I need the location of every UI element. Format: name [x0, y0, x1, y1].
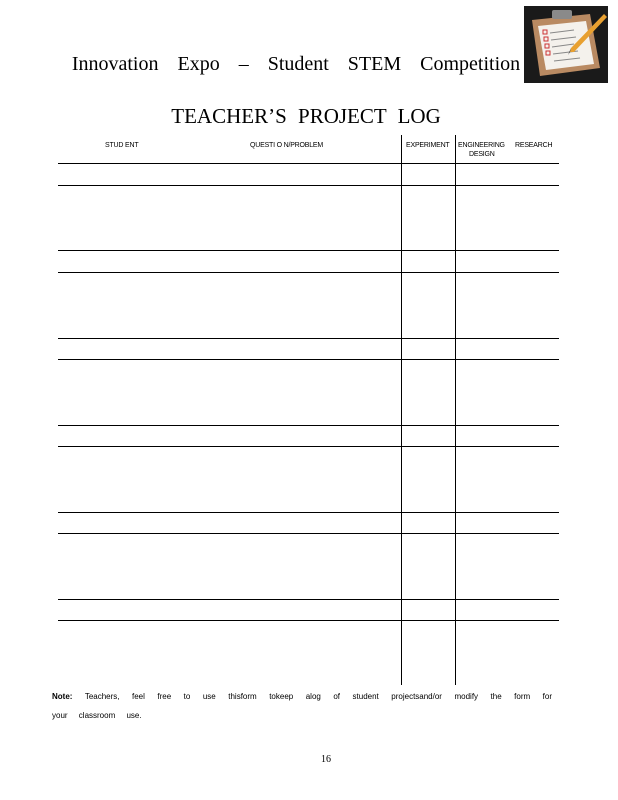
note-label: Note:: [52, 692, 73, 701]
column-header-student: STUD ENT: [105, 142, 139, 149]
table-column-divider: [401, 135, 402, 685]
table-row-line: [58, 620, 559, 621]
table-row-line: [58, 425, 559, 426]
header-title: Innovation Expo – Student STEM Competition: [71, 53, 521, 75]
clipboard-pencil-icon: [524, 6, 608, 83]
log-title: TEACHER’S PROJECT LOG: [171, 104, 441, 128]
table-row-line: [58, 163, 559, 164]
table-row-line: [58, 250, 559, 251]
footer-note: [52, 687, 552, 725]
column-header-question: QUESTI O N/PROBLEM: [250, 142, 324, 149]
table-row-line: [58, 533, 559, 534]
table-row-line: [58, 512, 559, 513]
table-row-line: [58, 599, 559, 600]
column-header-design: DESIGN: [469, 151, 495, 158]
column-header-experiment: EXPERIMENT: [406, 142, 450, 149]
table-row-line: [58, 272, 559, 273]
table-column-divider: [455, 135, 456, 685]
table-row-line: [58, 446, 559, 447]
page-number: 16: [321, 754, 331, 765]
table-row-line: [58, 185, 559, 186]
table-row-line: [58, 359, 559, 360]
column-header-engineering: ENGINEERING: [458, 142, 505, 149]
table-row-line: [58, 338, 559, 339]
note-text: Teachers, feel free to use thisform tokeep alog of student projectsand/or modify the form for your classroom use.: [52, 692, 552, 720]
column-header-research: RESEARCH: [515, 142, 553, 149]
